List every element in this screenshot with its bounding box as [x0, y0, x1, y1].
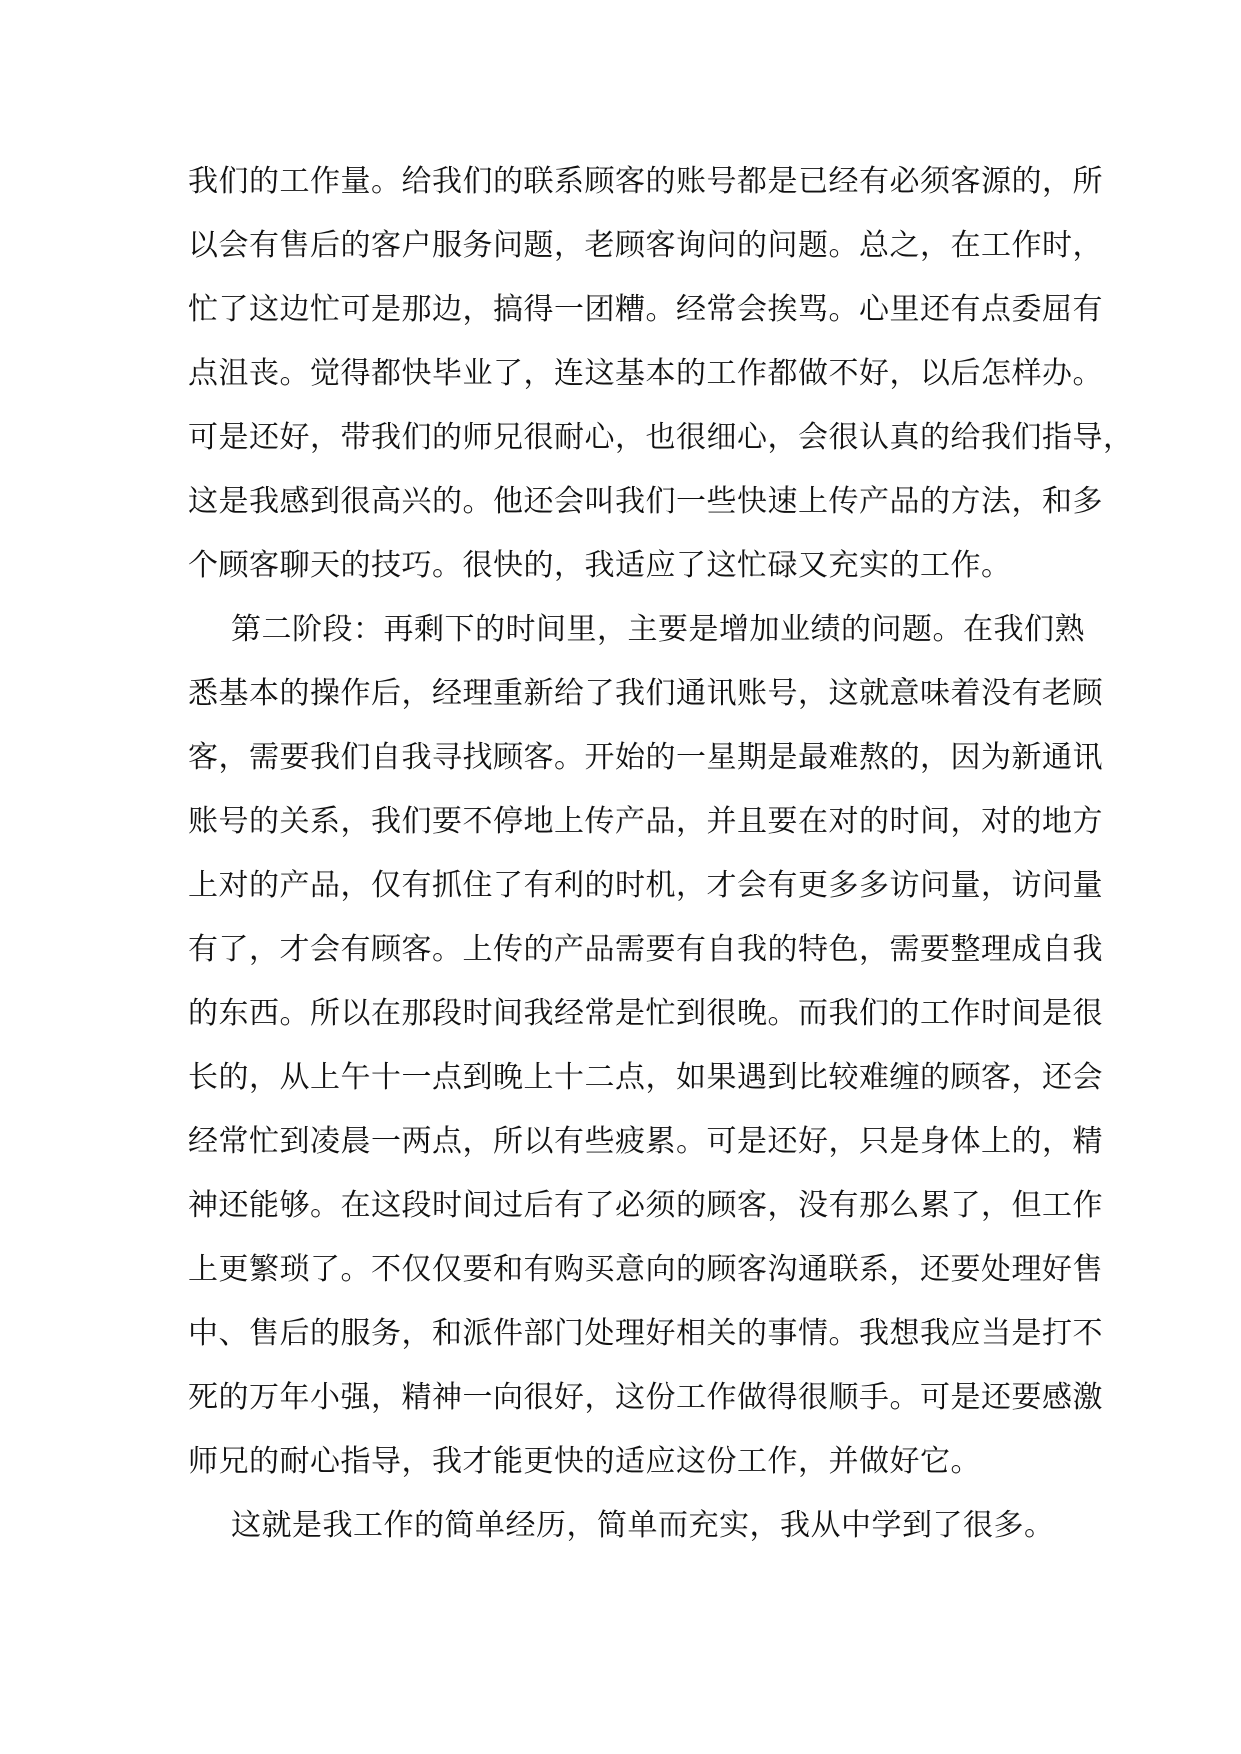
text-line: 我们的工作量。给我们的联系顾客的账号都是已经有必须客源的，所: [188, 164, 1103, 199]
text-line: 经常忙到凌晨一两点，所以有些疲累。可是还好，只是身体上的，精: [188, 1124, 1103, 1159]
text-line: 的东西。所以在那段时间我经常是忙到很晚。而我们的工作时间是很: [188, 996, 1103, 1031]
text-line: 个顾客聊天的技巧。很快的，我适应了这忙碌又充实的工作。: [188, 548, 1012, 583]
text-line: 忙了这边忙可是那边，搞得一团糟。经常会挨骂。心里还有点委屈有: [188, 292, 1103, 327]
text-line: 账号的关系，我们要不停地上传产品，并且要在对的时间，对的地方: [188, 804, 1103, 839]
document-body: [188, 150, 1134, 1558]
text-line: 上更繁琐了。不仅仅要和有购买意向的顾客沟通联系，还要处理好售: [188, 1252, 1103, 1287]
paragraph-continuation: [188, 150, 1134, 598]
text-line: 这就是我工作的简单经历，简单而充实，我从中学到了很多。: [231, 1508, 1055, 1543]
paragraph-stage-two: [188, 598, 1103, 1494]
text-line: 死的万年小强，精神一向很好，这份工作做得很顺手。可是还要感激: [188, 1380, 1103, 1415]
text-line: 师兄的耐心指导，我才能更快的适应这份工作，并做好它。: [188, 1444, 981, 1479]
text-line: 可是还好，带我们的师兄很耐心，也很细心，会很认真的给我们指导，: [188, 420, 1134, 455]
text-line: 这是我感到很高兴的。他还会叫我们一些快速上传产品的方法，和多: [188, 484, 1103, 519]
text-line: 上对的产品，仅有抓住了有利的时机，才会有更多多访问量，访问量: [188, 868, 1103, 903]
text-line: 神还能够。在这段时间过后有了必须的顾客，没有那么累了，但工作: [188, 1188, 1103, 1223]
paragraph-summary: [188, 1494, 1055, 1558]
text-line: 长的，从上午十一点到晚上十二点，如果遇到比较难缠的顾客，还会: [188, 1060, 1103, 1095]
text-line: 以会有售后的客户服务问题，老顾客询问的问题。总之，在工作时，: [188, 228, 1103, 263]
text-line: 点沮丧。觉得都快毕业了，连这基本的工作都做不好，以后怎样办。: [188, 356, 1103, 391]
text-line: 第二阶段：再剩下的时间里，主要是增加业绩的问题。在我们熟: [231, 612, 1085, 647]
text-line: 有了，才会有顾客。上传的产品需要有自我的特色，需要整理成自我: [188, 932, 1103, 967]
text-line: 客，需要我们自我寻找顾客。开始的一星期是最难熬的，因为新通讯: [188, 740, 1103, 775]
text-line: 中、售后的服务，和派件部门处理好相关的事情。我想我应当是打不: [188, 1316, 1103, 1351]
text-line: 悉基本的操作后，经理重新给了我们通讯账号，这就意味着没有老顾: [188, 676, 1103, 711]
